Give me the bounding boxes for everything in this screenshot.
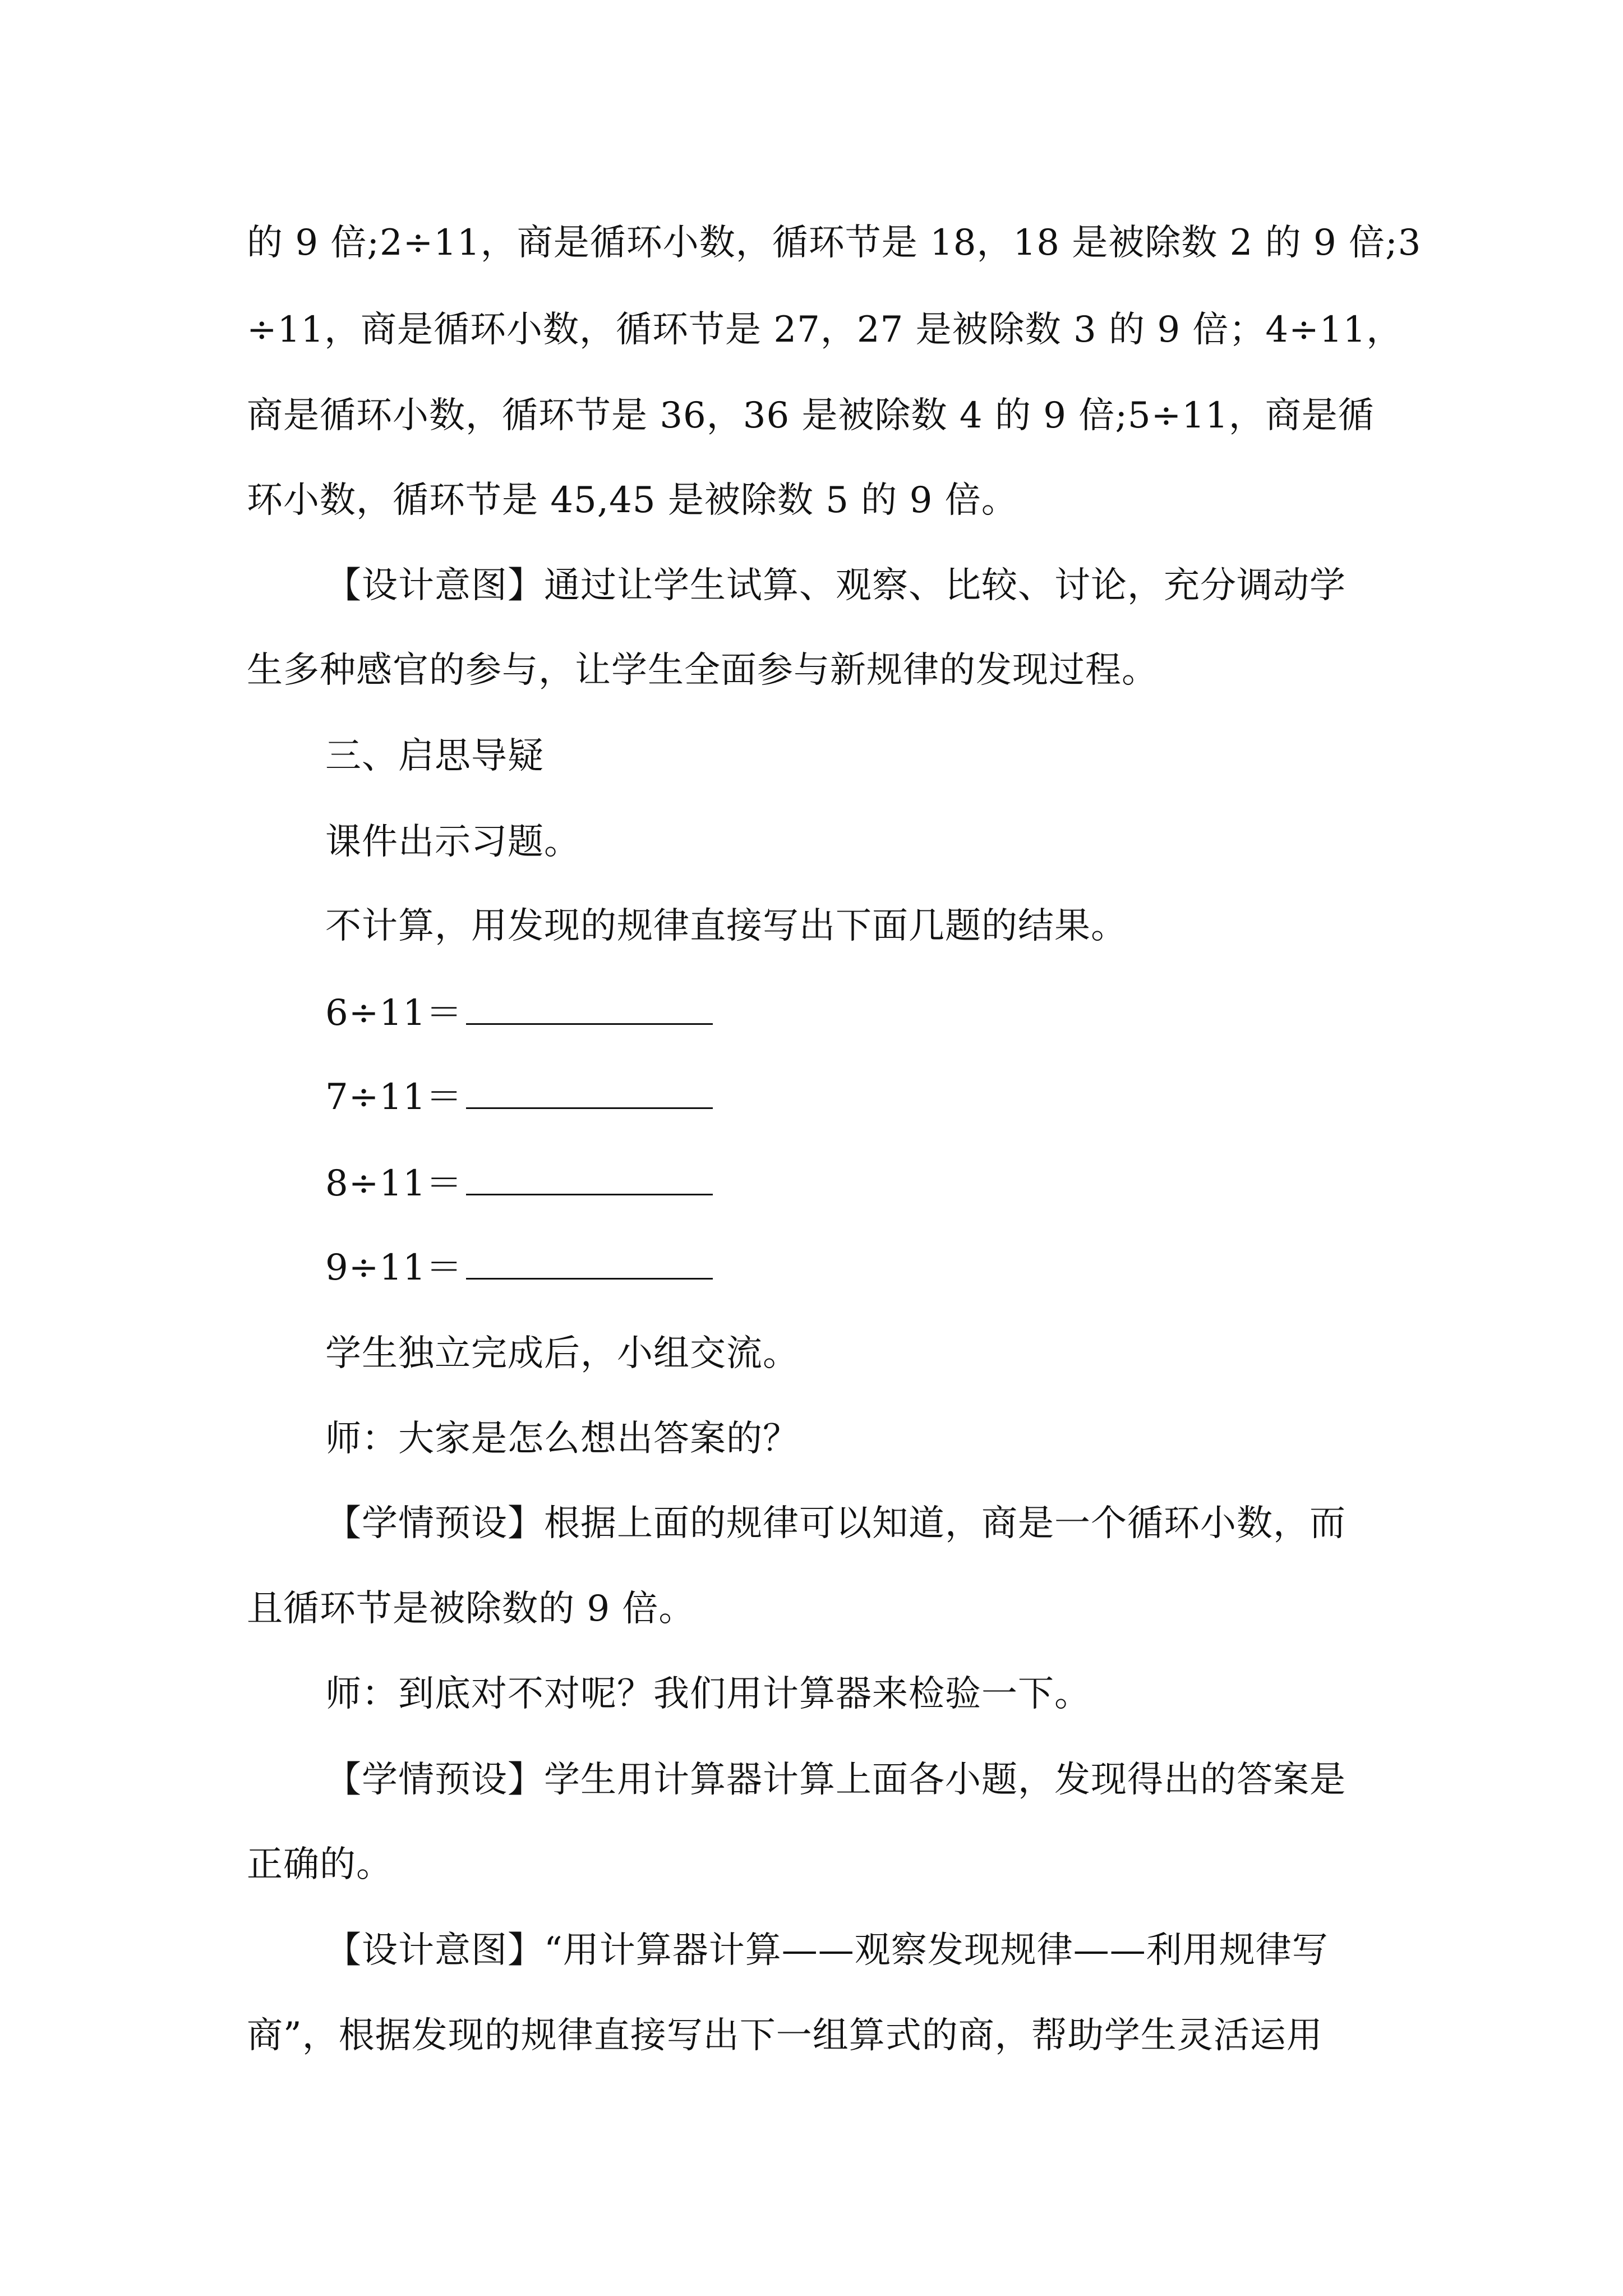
paragraph-line: 学生独立完成后，小组交流。 — [325, 1333, 799, 1374]
learning-preset-line: 【学情预设】学生用计算器计算上面各小题，发现得出的答案是 — [325, 1759, 1346, 1801]
answer-blank — [466, 1074, 713, 1109]
exercise-item — [325, 1074, 1475, 1120]
exercise-item — [325, 990, 1475, 1036]
paragraph-line: 课件出示习题。 — [325, 821, 580, 863]
answer-blank — [466, 1160, 713, 1195]
section-heading: 三、启思导疑 — [325, 735, 544, 777]
paragraph-line: 师：到底对不对呢？我们用计算器来检验一下。 — [325, 1673, 1091, 1715]
paragraph-line: 的 9 倍;2÷11，商是循环小数，循环节是 18，18 是被除数 2 的 9 倍;3 — [247, 222, 1422, 264]
paragraph-line: 且循环节是被除数的 9 倍。 — [247, 1588, 695, 1630]
exercise-expression: 7÷11＝ — [325, 1076, 463, 1118]
exercise-expression: 6÷11＝ — [325, 992, 463, 1034]
answer-blank — [466, 1244, 713, 1280]
paragraph-line: 商”，根据发现的规律直接写出下一组算式的商，帮助学生灵活运用 — [247, 2015, 1323, 2056]
exercise-expression: 8÷11＝ — [325, 1163, 463, 1204]
exercise-item — [325, 1160, 1475, 1206]
exercise-item — [325, 1244, 1475, 1290]
paragraph-line: 不计算，用发现的规律直接写出下面几题的结果。 — [325, 905, 1127, 947]
answer-blank — [466, 990, 713, 1025]
paragraph-line: 生多种感官的参与，让学生全面参与新规律的发现过程。 — [247, 650, 1158, 691]
design-intent-line: 【设计意图】通过让学生试算、观察、比较、讨论，充分调动学 — [325, 565, 1346, 606]
paragraph-line: ÷11，商是循环小数，循环节是 27，27 是被除数 3 的 9 倍；4÷11， — [247, 309, 1403, 351]
paragraph-line: 正确的。 — [247, 1844, 393, 1885]
paragraph-line: 环小数，循环节是 45,45 是被除数 5 的 9 倍。 — [247, 480, 1018, 521]
paragraph-line: 商是循环小数，循环节是 36，36 是被除数 4 的 9 倍;5÷11，商是循 — [247, 395, 1375, 436]
exercise-expression: 9÷11＝ — [325, 1247, 463, 1289]
paragraph-line: 师：大家是怎么想出答案的？ — [325, 1418, 799, 1460]
learning-preset-line: 【学情预设】根据上面的规律可以知道，商是一个循环小数，而 — [325, 1503, 1346, 1544]
design-intent-line: 【设计意图】“用计算器计算——观察发现规律——利用规律写 — [325, 1930, 1329, 1971]
